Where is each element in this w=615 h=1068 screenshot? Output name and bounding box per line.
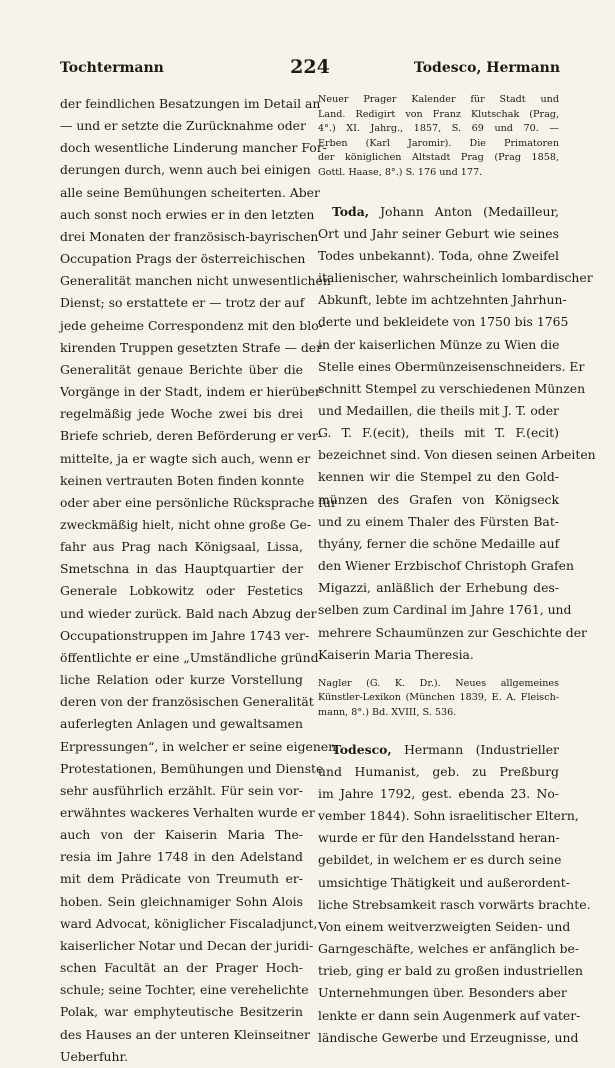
text-line: Garngeschäfte, welches er anfänglich be- — [318, 941, 580, 957]
text-line: selben zum Cardinal im Jahre 1761, und — [318, 602, 572, 618]
text-line: liche Relation oder kurze Vorstellung — [60, 672, 303, 688]
entry-todesco — [318, 739, 591, 1049]
running-head-right: Todesco, Hermann — [413, 60, 560, 76]
running-head-left: Tochtermann — [60, 60, 164, 76]
text-line: wurde er für den Handelsstand heran- — [318, 830, 560, 846]
text-line: münzen des Grafen von Königseck — [318, 491, 559, 507]
text-line: G. T. F.(ecit), theils mit T. F.(ecit) — [318, 425, 559, 441]
text-line: auch sonst noch erwies er in den letzten — [60, 206, 315, 222]
text-line: Protestationen, Bemühungen und Dienste — [60, 760, 324, 776]
text-line: Abkunft, lebte im achtzehnten Jahrhun- — [318, 292, 567, 308]
text-line: hoben. Sein gleichnamiger Sohn Alois — [60, 893, 303, 909]
note-line: der königlichen Altstadt Prag (Prag 1858, — [318, 152, 559, 164]
text-line: italienischer, wahrscheinlich lombardischer — [318, 270, 593, 286]
text-line: Ort und Jahr seiner Geburt wie seines — [318, 225, 559, 241]
text-line: Occupation Prags der österreichischen — [60, 251, 306, 267]
text-line: fahr aus Prag nach Königsaal, Lissa, — [60, 539, 303, 555]
text-line: der feindlichen Besatzungen im Detail an — [60, 96, 321, 111]
note-line: 4°.) XI. Jahrg., 1857, S. 69 und 70. — — [318, 123, 559, 135]
source-note — [318, 93, 559, 181]
text-line: Vorgänge in der Stadt, indem er hierüber — [60, 384, 321, 400]
text-line: alle seine Bemühungen scheiterten. Aber — [60, 184, 320, 200]
right-column — [318, 93, 596, 1049]
text-line: Occupationstruppen im Jahre 1743 ver- — [60, 627, 310, 643]
text-line: im Jahre 1792, gest. ebenda 23. No- — [318, 785, 559, 801]
text-line: auch von der Kaiserin Maria The- — [60, 827, 303, 843]
note-line: mann, 8°.) Bd. XVIII, S. 536. — [318, 707, 457, 719]
text-line: deren von der französischen Generalität — [60, 694, 314, 710]
text-line: Dienst; so erstattete er — trotz der auf — [60, 295, 305, 311]
text-line: drei Monaten der französisch-bayrischen — [60, 228, 319, 244]
text-line: gebildet, in welchem er es durch seine — [318, 852, 562, 868]
text-line: Generalität manchen nicht unwesentlichen — [60, 273, 331, 289]
text-line: mittelte, ja er wagte sich auch, wenn er — [60, 450, 311, 466]
text-line: auferlegten Anlagen und gewaltsamen — [60, 716, 303, 732]
note-line: Gottl. Haase, 8°.) S. 176 und 177. — [318, 166, 483, 178]
entry-headword: Todesco, — [332, 741, 392, 757]
text-line: Generale Lobkowitz oder Festetics — [60, 583, 303, 599]
text-line: schnitt Stempel zu verschiedenen Münzen — [318, 380, 586, 396]
note-line: Nagler (G. K. Dr.). Neues allgemeines — [318, 677, 559, 689]
note-line: Erben (Karl Jaromir). Die Primatoren — [318, 137, 559, 149]
entry-toda — [318, 201, 596, 666]
text-line: Ueberfuhr. — [60, 1048, 129, 1064]
text-line: kennen wir die Stempel zu den Gold- — [318, 469, 559, 485]
text-line: bezeichnet sind. Von diesen seinen Arbeiten — [318, 447, 596, 463]
text-line: Toda, Johann Anton (Medailleur, — [332, 203, 559, 219]
text-line: Migazzi, anläßlich der Erhebung des- — [318, 580, 559, 596]
text-line: schen Facultät an der Prager Hoch- — [60, 960, 303, 976]
text-line: und Medaillen, die theils mit J. T. oder — [318, 402, 559, 418]
text-line: Unternehmungen über. Besonders aber — [318, 985, 567, 1001]
text-line: thyány, ferner die schöne Medaille auf — [318, 535, 560, 551]
entry-headword: Toda, — [332, 203, 370, 219]
text-line: ward Advocat, königlicher Fiscaladjunct, — [60, 915, 318, 931]
text-line: lenkte er dann sein Augenmerk auf vater- — [318, 1007, 581, 1023]
text-line: Von einem weitverzweigten Seiden- und — [318, 918, 571, 934]
text-line: Briefe schrieb, deren Beförderung er ver- — [60, 428, 322, 444]
text-line: Smetschna in das Hauptquartier der — [60, 561, 303, 577]
text-line: kaiserlicher Notar und Decan der juridi- — [60, 937, 314, 953]
text-line: jede geheime Correspondenz mit den blo- — [60, 317, 323, 333]
text-line: Kaiserin Maria Theresia. — [318, 646, 474, 662]
text-line: doch wesentliche Linderung mancher For- — [60, 140, 327, 156]
text-line: des Hauses an der unteren Kleinseitner — [60, 1026, 310, 1042]
note-line: Künstler-Lexikon (München 1839, E. A. Fleisch- — [318, 692, 559, 704]
text-line: Polak, war emphyteutische Besitzerin — [60, 1004, 303, 1020]
text-line: mit dem Prädicate von Treumuth er- — [60, 871, 303, 887]
text-line: in der kaiserlichen Münze zu Wien die — [318, 336, 560, 352]
source-note — [318, 677, 559, 721]
text-line: ländische Gewerbe und Erzeugnisse, und — [318, 1029, 579, 1045]
running-head — [60, 56, 560, 80]
text-line: keinen vertrauten Boten finden konnte — [60, 472, 305, 488]
text-line: derungen durch, wenn auch bei einigen — [60, 162, 311, 178]
note-line: Neuer Prager Kalender für Stadt und — [318, 94, 559, 105]
text-line: und Humanist, geb. zu Preßburg — [318, 763, 559, 779]
text-line: liche Strebsamkeit rasch vorwärts brachte. — [318, 896, 591, 912]
page-number: 224 — [290, 56, 330, 78]
text-line: mehrere Schaumünzen zur Geschichte der — [318, 624, 587, 640]
text-line: den Wiener Erzbischof Christoph Grafen — [318, 558, 574, 574]
text-line: Erpressungen“, in welcher er seine eigenen — [60, 738, 337, 754]
left-column — [60, 93, 337, 1068]
text-line: derte und bekleidete von 1750 bis 1765 — [318, 314, 569, 330]
text-line: — und er setzte die Zurücknahme oder — [60, 118, 306, 134]
text-line: umsichtige Thätigkeit und außerordent- — [318, 874, 570, 890]
text-line: schule; seine Tochter, eine verehelichte — [60, 982, 309, 998]
text-line: sehr ausführlich erzählt. Für sein vor- — [60, 782, 303, 798]
text-line: zweckmäßig hielt, nicht ohne große Ge- — [60, 516, 312, 532]
text-line: Stelle eines Obermünzeisenschneiders. Er — [318, 358, 585, 374]
text-line: trieb, ging er bald zu großen industriellen — [318, 963, 584, 979]
text-line: und wieder zurück. Bald nach Abzug der — [60, 605, 317, 621]
text-line: regelmäßig jede Woche zwei bis drei — [60, 406, 303, 422]
text-line: resia im Jahre 1748 in den Adelstand — [60, 849, 303, 865]
text-line: oder aber eine persönliche Rücksprache für — [60, 494, 337, 510]
text-line: öffentlichte er eine „Umständliche gründ- — [60, 649, 323, 665]
text-line: und zu einem Thaler des Fürsten Bat- — [318, 513, 559, 529]
text-line: Todes unbekannt). Toda, ohne Zweifel — [318, 247, 559, 263]
text-line: Generalität genaue Berichte über die — [60, 361, 303, 377]
text-line: kirenden Truppen gesetzten Strafe — der — [60, 339, 323, 355]
note-line: Land. Redigirt von Franz Klutschak (Prag, — [318, 108, 559, 120]
text-line: erwähntes wackeres Verhalten wurde er — [60, 805, 315, 820]
text-line: Todesco, Hermann (Industrieller — [332, 741, 559, 757]
text-line: vember 1844). Sohn israelitischer Eltern, — [318, 808, 579, 824]
